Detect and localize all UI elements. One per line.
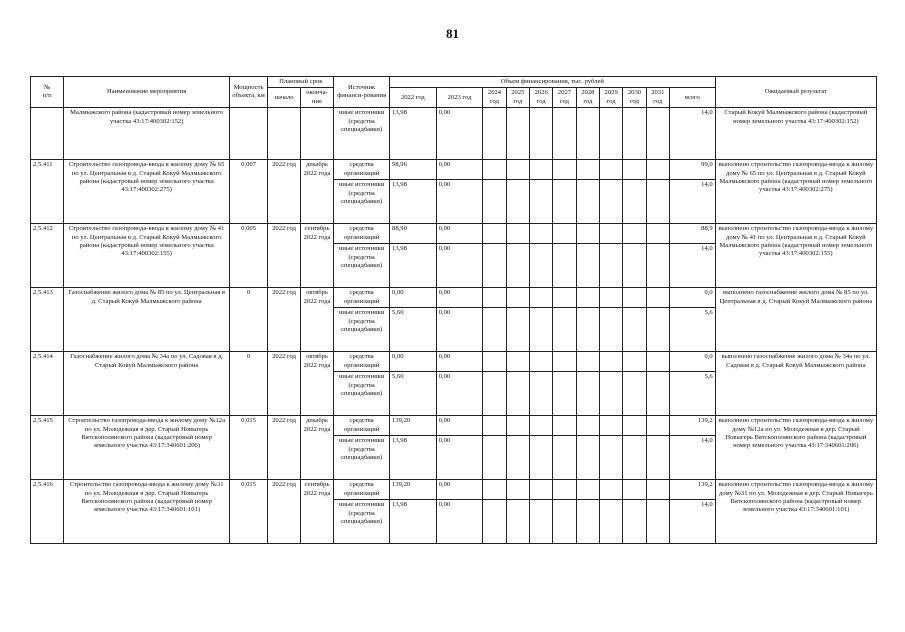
cell-result: Старый Кокуй Малмыжского района (кадастровый номер земельного участка 43:17:400302:152) (715, 108, 876, 160)
cell-2029 (599, 160, 622, 180)
table-body (31, 108, 877, 544)
header-source: Источник финанси-рования (334, 77, 390, 108)
cell-2026 (530, 224, 553, 244)
cell-2023: 0,00 (436, 372, 483, 416)
cell-2031 (646, 160, 669, 180)
header-end: оконча-ние (300, 88, 333, 108)
cell-2029 (599, 108, 622, 160)
cell-2026 (530, 480, 553, 500)
cell-source: средства организаций (334, 288, 390, 308)
cell-2023: 0,00 (436, 480, 483, 500)
cell-2030 (623, 160, 646, 180)
cell-2030 (623, 180, 646, 224)
cell-result: выполнено строительство газопровода-ввода к жилому дому № 65 по ул. Центральная в д. Старый Кокуй Малмыжского района (кадастровый номер земельного участка 43:17:400302:275) (715, 160, 876, 224)
cell-total: 139,2 (669, 416, 715, 436)
cell-2030 (623, 436, 646, 480)
cell-2023: 0,00 (436, 108, 483, 160)
cell-source: иные источники (средства спецнадбавки) (334, 244, 390, 288)
cell-name: Строительство газопровода-ввода к жилому дому №12а по ул. Молодежная в дер. Старый Новыгерь Вятскополянского района (кадастровый номер земельного участка 43:17:340601:206) (64, 416, 229, 480)
cell-2031 (646, 180, 669, 224)
cell-2025 (506, 108, 529, 160)
cell-2031 (646, 288, 669, 308)
header-volume: Объем финансирования, тыс. рублей (390, 77, 716, 88)
cell-2029 (599, 416, 622, 436)
cell-2027 (553, 180, 576, 224)
cell-2023: 0,00 (436, 224, 483, 244)
cell-2028 (576, 160, 599, 180)
cell-result: выполнено строительство газопровода-ввода к жилому дому №12а по ул. Молодежная в дер. Старый Новыгерь Вятскополянского района (кадастровый номер земельного участка 43:17:340601:206) (715, 416, 876, 480)
cell-2026 (530, 180, 553, 224)
cell-2028 (576, 180, 599, 224)
cell-2026 (530, 416, 553, 436)
cell-2025 (506, 372, 529, 416)
cell-total: 0,0 (669, 352, 715, 372)
cell-capacity: 0 (229, 352, 268, 416)
header-number-abbrev: п/п (42, 92, 52, 100)
header-number (31, 77, 64, 108)
cell-name: Строительство газопровода-ввода к жилому дому № 65 по ул. Центральная в д. Старый Кокуй Малмыжского района (кадастровый номер земельного участка 43:17:400302:275) (64, 160, 229, 224)
cell-source: иные источники (средства спецнадбавки) (334, 372, 390, 416)
cell-2029 (599, 244, 622, 288)
cell-2022: 13,98 (390, 500, 437, 544)
cell-2031 (646, 244, 669, 288)
cell-2026 (530, 108, 553, 160)
cell-end: сентябрь 2022 года (300, 480, 333, 544)
cell-2024 (483, 160, 506, 180)
cell-number: 2.5.414 (31, 352, 64, 416)
cell-total: 14,0 (669, 108, 715, 160)
cell-2030 (623, 108, 646, 160)
table-header (31, 77, 877, 108)
cell-source: средства организаций (334, 352, 390, 372)
cell-2027 (553, 288, 576, 308)
cell-2022: 139,20 (390, 416, 437, 436)
cell-2031 (646, 500, 669, 544)
cell-total: 14,0 (669, 244, 715, 288)
cell-result: выполнено строительство газопровода-ввода к жилому дому № 41 по ул. Центральная в д. Старый Кокуй Малмыжского района (кадастровый номер земельного участка 43:17:400302:155) (715, 224, 876, 288)
cell-source: иные источники (средства спецнадбавки) (334, 308, 390, 352)
cell-2023: 0,00 (436, 244, 483, 288)
table-row (31, 160, 877, 180)
header-2023: 2023 год (436, 88, 483, 108)
cell-2026 (530, 352, 553, 372)
header-2026: 2026 год (530, 88, 553, 108)
cell-2029 (599, 288, 622, 308)
cell-2025 (506, 288, 529, 308)
cell-2022: 88,90 (390, 224, 437, 244)
cell-2027 (553, 160, 576, 180)
cell-2030 (623, 500, 646, 544)
cell-end (300, 108, 333, 160)
header-start: начало (268, 88, 300, 108)
cell-2031 (646, 372, 669, 416)
cell-total: 139,2 (669, 480, 715, 500)
cell-capacity: 0,015 (229, 416, 268, 480)
cell-2023: 0,00 (436, 288, 483, 308)
cell-2029 (599, 180, 622, 224)
cell-2022: 0,00 (390, 352, 437, 372)
cell-number (31, 108, 64, 160)
cell-2025 (506, 224, 529, 244)
cell-2027 (553, 224, 576, 244)
cell-2030 (623, 308, 646, 352)
cell-2031 (646, 224, 669, 244)
cell-2024 (483, 108, 506, 160)
cell-2029 (599, 352, 622, 372)
header-2030: 2030 год (623, 88, 646, 108)
cell-2027 (553, 372, 576, 416)
cell-2027 (553, 416, 576, 436)
cell-2026 (530, 288, 553, 308)
header-name: Наименование мероприятия (64, 77, 229, 108)
header-2025: 2025 год (506, 88, 529, 108)
cell-2028 (576, 224, 599, 244)
table-row (31, 224, 877, 244)
cell-name: Газоснабжение жилого дома № 34а по ул. Садовая в д. Старый Кокуй Малмыжского района (64, 352, 229, 416)
cell-2023: 0,00 (436, 308, 483, 352)
cell-2027 (553, 480, 576, 500)
cell-2024 (483, 372, 506, 416)
cell-2025 (506, 244, 529, 288)
cell-end: октябрь 2022 года (300, 352, 333, 416)
cell-2030 (623, 244, 646, 288)
cell-2025 (506, 500, 529, 544)
cell-2030 (623, 352, 646, 372)
cell-2028 (576, 416, 599, 436)
cell-2030 (623, 480, 646, 500)
cell-start: 2022 год (268, 416, 300, 480)
cell-source: иные источники (средства спецнадбавки) (334, 108, 390, 160)
cell-2024 (483, 480, 506, 500)
cell-source: средства организаций (334, 416, 390, 436)
cell-2022: 13,98 (390, 108, 437, 160)
table-row (31, 288, 877, 308)
cell-name: Малмыжского района (кадастровый номер земельного участка 43:17:400302:152) (64, 108, 229, 160)
cell-number: 2.5.411 (31, 160, 64, 224)
table-row (31, 352, 877, 372)
cell-2030 (623, 416, 646, 436)
cell-2029 (599, 480, 622, 500)
cell-2029 (599, 224, 622, 244)
cell-2025 (506, 308, 529, 352)
cell-2027 (553, 352, 576, 372)
cell-start: 2022 год (268, 480, 300, 544)
cell-capacity: 0,007 (229, 160, 268, 224)
continuation-row (31, 108, 877, 160)
cell-2030 (623, 224, 646, 244)
cell-2031 (646, 108, 669, 160)
cell-total: 99,0 (669, 160, 715, 180)
cell-end: октябрь 2022 года (300, 288, 333, 352)
cell-start: 2022 год (268, 160, 300, 224)
cell-2022: 13,98 (390, 244, 437, 288)
cell-total: 14,0 (669, 180, 715, 224)
cell-result: выполнено газоснабжение жилого дома № 34а по ул. Садовая в д. Старый Кокуй Малмыжского района (715, 352, 876, 416)
cell-2028 (576, 500, 599, 544)
header-2027: 2027 год (553, 88, 576, 108)
cell-number: 2.5.415 (31, 416, 64, 480)
cell-2025 (506, 480, 529, 500)
cell-2030 (623, 288, 646, 308)
cell-source: иные источники (средства спецнадбавки) (334, 500, 390, 544)
cell-total: 0,0 (669, 288, 715, 308)
cell-2031 (646, 352, 669, 372)
cell-2025 (506, 160, 529, 180)
cell-2027 (553, 308, 576, 352)
cell-total: 88,9 (669, 224, 715, 244)
cell-end: сентябрь 2022 года (300, 224, 333, 288)
cell-2024 (483, 416, 506, 436)
cell-2027 (553, 108, 576, 160)
cell-2028 (576, 288, 599, 308)
page-number: 81 (446, 26, 459, 41)
cell-capacity: 0,005 (229, 224, 268, 288)
header-schedule: Плановый срок (268, 77, 334, 88)
cell-2031 (646, 436, 669, 480)
cell-start: 2022 год (268, 352, 300, 416)
cell-start: 2022 год (268, 288, 300, 352)
cell-2024 (483, 352, 506, 372)
cell-2028 (576, 372, 599, 416)
cell-2026 (530, 308, 553, 352)
cell-source: иные источники (средства спецнадбавки) (334, 180, 390, 224)
cell-2023: 0,00 (436, 436, 483, 480)
cell-source: средства организаций (334, 480, 390, 500)
cell-2031 (646, 308, 669, 352)
cell-2031 (646, 480, 669, 500)
cell-2022: 13,98 (390, 436, 437, 480)
cell-2024 (483, 288, 506, 308)
cell-2026 (530, 436, 553, 480)
cell-2025 (506, 180, 529, 224)
cell-2024 (483, 436, 506, 480)
cell-total: 5,6 (669, 308, 715, 352)
cell-result: выполнено строительство газопровода-ввода к жилому дому №31 по ул. Молодежная в дер. Старый Новыгерь Вятскополянского района (кадастровый номер земельного участка 43:17:340601:101) (715, 480, 876, 544)
cell-2025 (506, 352, 529, 372)
cell-2024 (483, 224, 506, 244)
cell-2023: 0,00 (436, 416, 483, 436)
cell-2028 (576, 244, 599, 288)
cell-2023: 0,00 (436, 160, 483, 180)
cell-end: декабрь 2022 года (300, 416, 333, 480)
cell-2028 (576, 480, 599, 500)
cell-2029 (599, 500, 622, 544)
cell-2027 (553, 244, 576, 288)
cell-capacity: 0 (229, 288, 268, 352)
cell-2024 (483, 180, 506, 224)
cell-name: Газоснабжение жилого дома № 85 по ул. Центральная в д. Старый Кокуй Малмыжского района (64, 288, 229, 352)
cell-2029 (599, 372, 622, 416)
cell-2029 (599, 308, 622, 352)
cell-2024 (483, 244, 506, 288)
header-2024: 2024 год (483, 88, 506, 108)
header-2022: 2022 год (390, 88, 437, 108)
header-capacity: Мощность объекта, км (229, 77, 268, 108)
financing-table (30, 76, 877, 544)
cell-source: средства организаций (334, 224, 390, 244)
cell-2025 (506, 436, 529, 480)
cell-capacity (229, 108, 268, 160)
cell-2030 (623, 372, 646, 416)
cell-total: 14,0 (669, 500, 715, 544)
cell-number: 2.5.413 (31, 288, 64, 352)
cell-2022: 139,20 (390, 480, 437, 500)
cell-total: 5,6 (669, 372, 715, 416)
cell-source: иные источники (средства спецнадбавки) (334, 436, 390, 480)
header-2029: 2029 год (599, 88, 622, 108)
cell-2027 (553, 436, 576, 480)
header-number-symbol: № (44, 83, 51, 91)
cell-2026 (530, 372, 553, 416)
cell-2023: 0,00 (436, 352, 483, 372)
cell-number: 2.5.412 (31, 224, 64, 288)
cell-2023: 0,00 (436, 180, 483, 224)
cell-2022: 0,00 (390, 288, 437, 308)
cell-2028 (576, 108, 599, 160)
cell-2028 (576, 308, 599, 352)
cell-name: Строительство газопровода-ввода к жилому дому № 41 по ул. Центральная в д. Старый Кокуй Малмыжского района (кадастровый номер земельного участка 43:17:400302:155) (64, 224, 229, 288)
cell-2022: 13,98 (390, 180, 437, 224)
cell-2022: 5,60 (390, 372, 437, 416)
cell-2029 (599, 436, 622, 480)
cell-capacity: 0,015 (229, 480, 268, 544)
cell-2026 (530, 160, 553, 180)
cell-2028 (576, 436, 599, 480)
cell-2025 (506, 416, 529, 436)
header-total: всего (669, 88, 715, 108)
cell-2024 (483, 308, 506, 352)
cell-number: 2.5.416 (31, 480, 64, 544)
header-2028: 2028 год (576, 88, 599, 108)
cell-2028 (576, 352, 599, 372)
cell-end: декабрь 2022 года (300, 160, 333, 224)
cell-2022: 5,60 (390, 308, 437, 352)
cell-2026 (530, 244, 553, 288)
header-2031: 2031 год (646, 88, 669, 108)
cell-2024 (483, 500, 506, 544)
cell-2022: 98,96 (390, 160, 437, 180)
table-row (31, 480, 877, 500)
cell-source: средства организаций (334, 160, 390, 180)
table-row (31, 416, 877, 436)
cell-result: выполнено газоснабжение жилого дома № 85 по ул. Центральная в д. Старый Кокуй Малмыжского района (715, 288, 876, 352)
cell-2023: 0,00 (436, 500, 483, 544)
cell-name: Строительство газопровода-ввода к жилому дому №31 по ул. Молодежная в дер. Старый Новыгерь Вятскополянского района (кадастровый номер земельного участка 43:17:340601:101) (64, 480, 229, 544)
cell-2027 (553, 500, 576, 544)
cell-2026 (530, 500, 553, 544)
cell-start (268, 108, 300, 160)
cell-start: 2022 год (268, 224, 300, 288)
cell-2031 (646, 416, 669, 436)
header-result: Ожидаемый результат (715, 77, 876, 108)
cell-total: 14,0 (669, 436, 715, 480)
